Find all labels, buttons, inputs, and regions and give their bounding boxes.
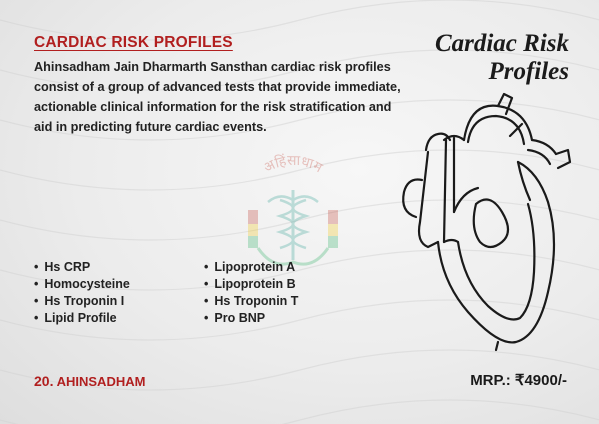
test-item: • Lipoprotein B (204, 276, 298, 293)
section-title: CARDIAC RISK PROFILES (34, 34, 233, 51)
tests-column-right (204, 259, 298, 327)
page-heading (435, 30, 569, 86)
heart-anatomy-icon (398, 92, 573, 352)
heading-line-2: Profiles (488, 58, 569, 85)
price-block (470, 371, 567, 389)
watermark-arc-text: अहिंसाधाम (261, 152, 326, 177)
footer-page-brand (34, 373, 145, 389)
mrp-label: MRP.: (470, 372, 511, 389)
brand-name: AHINSADHAM (56, 374, 146, 389)
description-text: Ahinsadham Jain Dharmarth Sansthan cardiac risk profiles consist of a group of advanced tests that provide immediate, actionable clinical information for the risk stratification and aid in predicting future cardiac events. (34, 60, 401, 134)
heading-line-1: Cardiac Risk (434, 30, 569, 57)
test-item: • Hs Troponin I (34, 293, 130, 310)
test-item: • Lipoprotein A (204, 259, 298, 276)
test-item: • Hs Troponin T (204, 293, 298, 310)
page-number: 20. (34, 373, 54, 389)
price-value: ₹4900/- (514, 372, 567, 389)
tests-column-left (34, 259, 130, 327)
test-item: • Hs CRP (34, 259, 130, 276)
test-item: • Homocysteine (34, 276, 130, 293)
svg-text:अहिंसाधाम (261, 152, 325, 176)
test-item: • Pro BNP (204, 310, 298, 327)
test-item: • Lipid Profile (34, 310, 130, 327)
